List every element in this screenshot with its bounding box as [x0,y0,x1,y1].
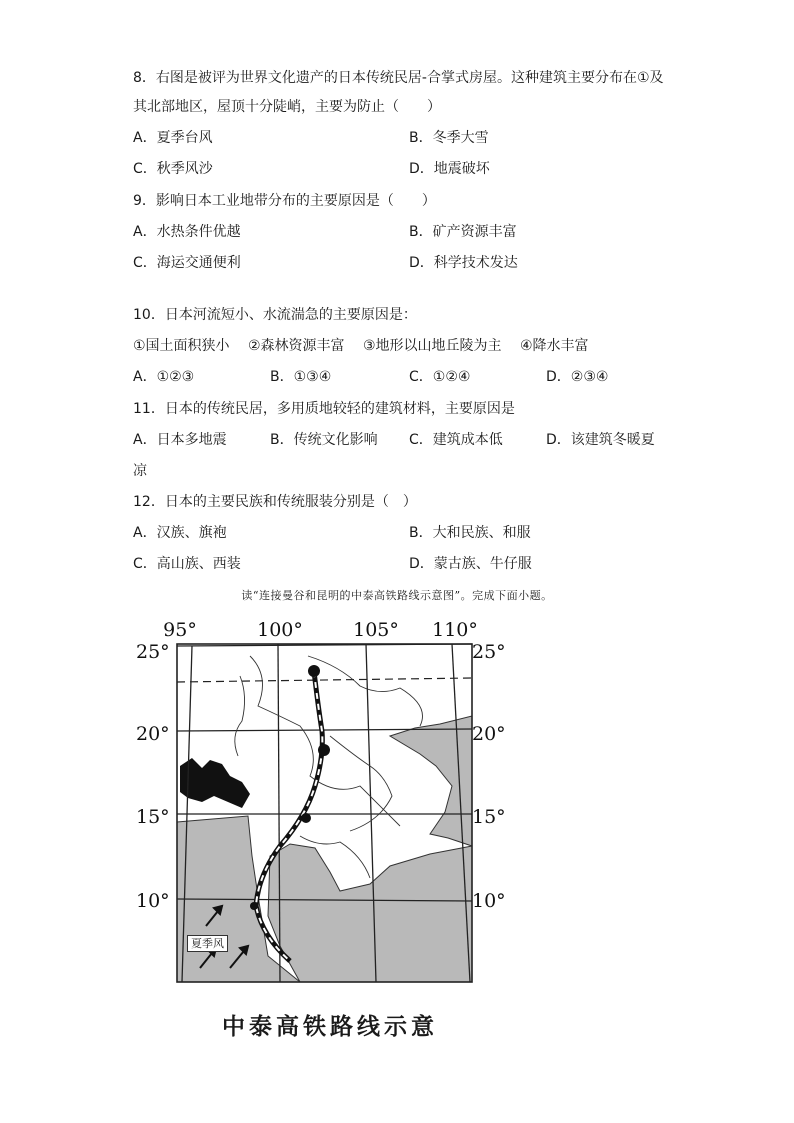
q8-stem-line2: 其北部地区，屋顶十分陡峭，主要为防止（ ） [133,99,441,115]
rail-route-map [130,616,520,988]
q10-option-d[interactable]: D．②③④ [546,369,609,385]
q11-option-c[interactable]: C．建筑成本低 [409,432,503,448]
country-borders [235,656,423,878]
lon-label-110: 110° [432,619,478,641]
lat-label-25-left: 25° [136,641,170,663]
gulf-of-thailand [268,844,472,982]
map-svg [130,616,520,988]
station-bangkok [250,902,258,910]
q9-option-d[interactable]: D．科学技术发达 [409,255,518,271]
station-kunming [308,665,320,677]
q10-stem: 10．日本河流短小、水流湍急的主要原因是： [133,307,417,323]
q12-option-b[interactable]: B．大和民族、和服 [409,525,531,541]
lon-label-100: 100° [257,619,303,641]
lat-label-20-left: 20° [136,723,170,745]
black-land-mass [180,758,250,808]
q8-option-d[interactable]: D．地震破坏 [409,161,490,177]
station-nakhon [301,813,311,823]
q8-option-c[interactable]: C．秋季风沙 [133,161,213,177]
q9-option-b[interactable]: B．矿产资源丰富 [409,224,517,240]
lat-label-15-left: 15° [136,806,170,828]
lat-label-10-left: 10° [136,890,170,912]
q8-stem-line1: 8．右图是被评为世界文化遗产的日本传统民居-合掌式房屋。这种建筑主要分布在①及 [133,70,664,86]
lat-label-15-right: 15° [472,806,506,828]
q12-option-a[interactable]: A．汉族、旗袍 [133,525,227,541]
q11-option-d-wrap: 凉 [133,463,147,479]
q10-option-a[interactable]: A．①②③ [133,369,195,385]
lat-label-20-right: 20° [472,723,506,745]
q9-stem: 9．影响日本工业地带分布的主要原因是（ ） [133,193,436,209]
q12-option-d[interactable]: D．蒙古族、牛仔服 [409,556,532,572]
map-intro: 读“连接曼谷和昆明的中泰高铁路线示意图”。完成下面小题。 [241,589,553,602]
map-title: 中泰高铁路线示意 [222,1013,438,1040]
q8-option-a[interactable]: A．夏季台风 [133,130,213,146]
q9-option-a[interactable]: A．水热条件优越 [133,224,241,240]
q11-stem: 11．日本的传统民居，多用质地较轻的建筑材料，主要原因是 [133,401,515,417]
q10-option-b[interactable]: B．①③④ [270,369,332,385]
station-vientiane [318,744,330,756]
q11-option-a[interactable]: A．日本多地震 [133,432,227,448]
q12-option-c[interactable]: C．高山族、西装 [133,556,241,572]
summer-monsoon-label: 夏季风 [187,935,228,952]
tropic-line [177,678,472,682]
lat-label-10-right: 10° [472,890,506,912]
lon-label-95: 95° [163,619,197,641]
q8-option-b[interactable]: B．冬季大雪 [409,130,489,146]
q9-option-c[interactable]: C．海运交通便利 [133,255,241,271]
lat-label-25-right: 25° [472,641,506,663]
q10-option-c[interactable]: C．①②④ [409,369,471,385]
q12-stem: 12．日本的主要民族和传统服装分别是（ ） [133,494,417,510]
q10-items: ①国土面积狭小 ②森林资源丰富 ③地形以山地丘陵为主 ④降水丰富 [133,338,589,354]
q11-option-b[interactable]: B．传统文化影响 [270,432,378,448]
lon-label-105: 105° [353,619,399,641]
q11-option-d[interactable]: D．该建筑冬暖夏 [546,432,655,448]
